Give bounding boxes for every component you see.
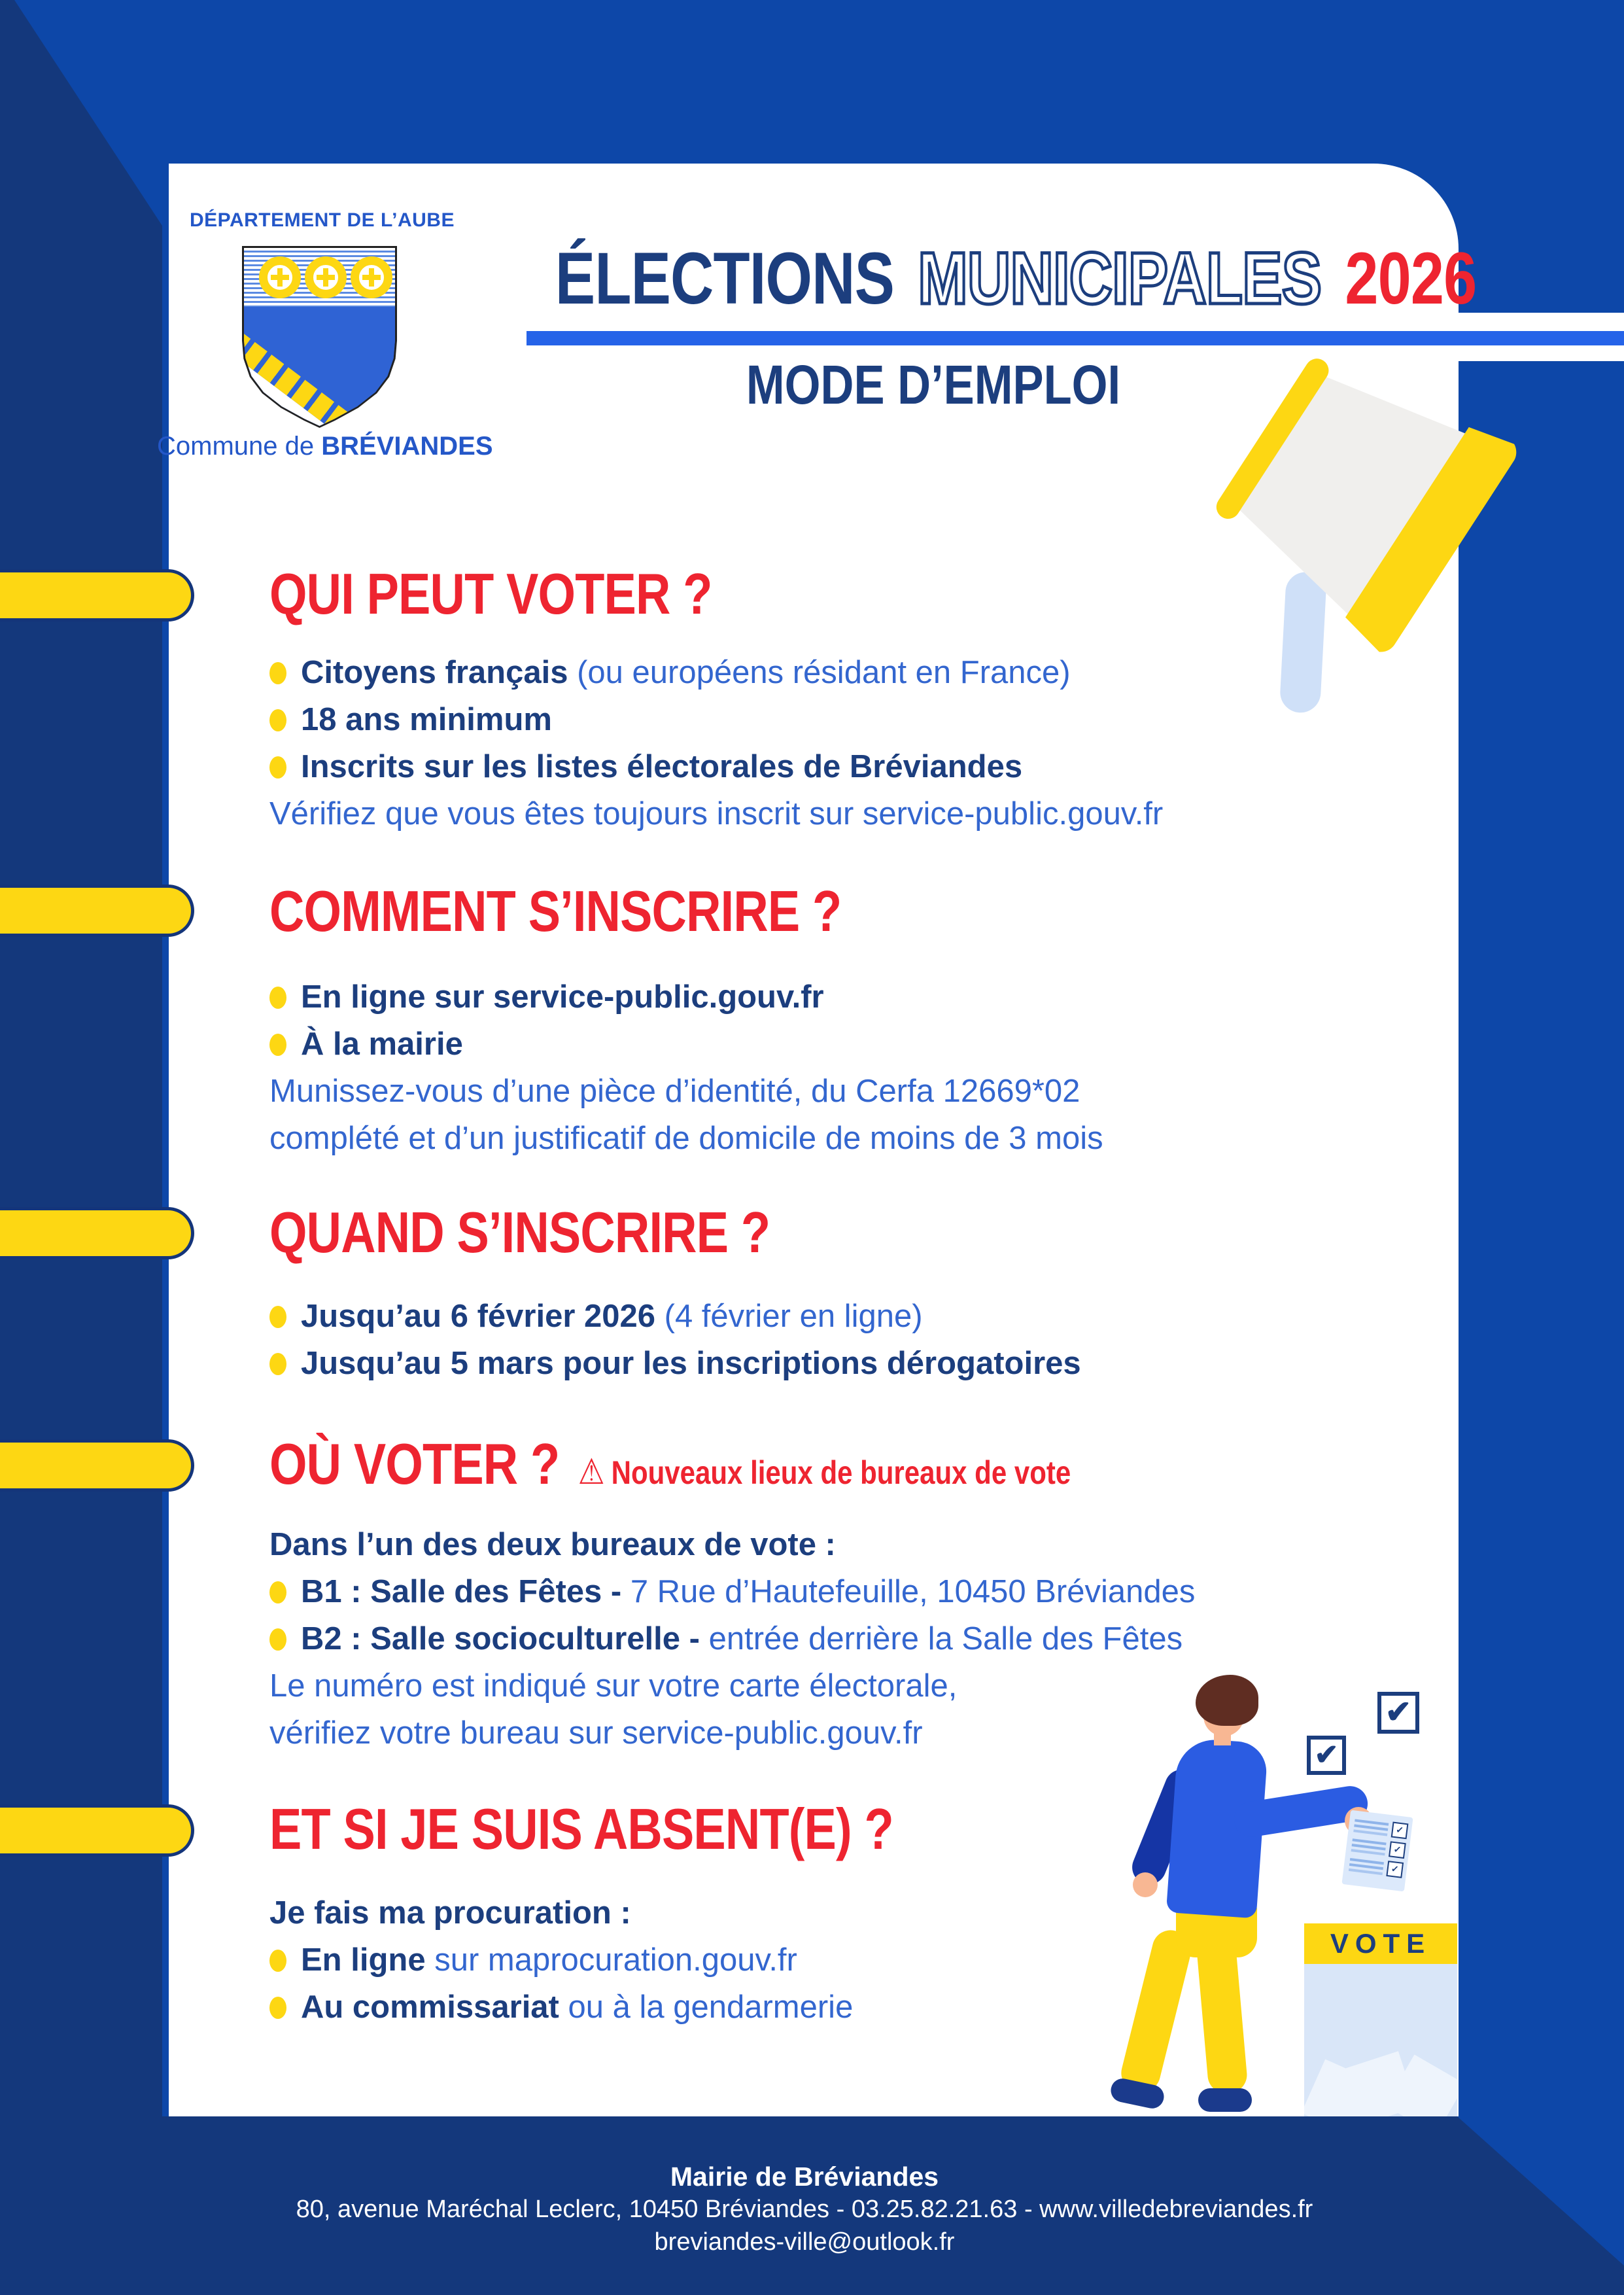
coat-of-arms-ring-3 xyxy=(351,256,392,298)
bullet-light-text: ou à la gendarmerie xyxy=(559,1989,854,2025)
bullet-bold-text: Citoyens français xyxy=(301,655,568,690)
side-tab-5 xyxy=(0,1804,194,1857)
coat-of-arms-ring-2 xyxy=(305,256,347,298)
bullet-light-text: sur maprocuration.gouv.fr xyxy=(425,1942,797,1978)
section-heading-qui-peut-voter: QUI PEUT VOTER ? xyxy=(269,561,712,626)
side-tab-1 xyxy=(0,569,194,622)
bullet-bold-text: B2 : Salle socioculturelle - xyxy=(301,1621,709,1656)
bullet-icon xyxy=(269,1353,286,1375)
bullet-row xyxy=(269,1340,1081,1387)
bullet-icon xyxy=(269,662,286,684)
commune-name: BRÉVIANDES xyxy=(321,432,493,461)
ballot-checkbox-icon: ✓ xyxy=(1386,1861,1404,1878)
bullet-bold-text: 18 ans minimum xyxy=(301,702,552,737)
bullet-light-text: (4 février en ligne) xyxy=(655,1299,923,1334)
megaphone-handle xyxy=(1279,571,1327,714)
note-text: Munissez-vous d’une pièce d’identité, du Cerfa 12669*02 xyxy=(269,1074,1080,1109)
ballot-checkbox-icon: ✓ xyxy=(1389,1841,1406,1859)
note-line xyxy=(269,1662,957,1709)
footer-email: breviandes-ville@outlook.fr xyxy=(654,2228,955,2256)
note-text: vérifiez votre bureau sur service-public.gouv.fr xyxy=(269,1715,923,1751)
bullet-bold-text: En ligne sur service-public.gouv.fr xyxy=(301,979,824,1015)
note-text: Le numéro est indiqué sur votre carte électorale, xyxy=(269,1668,958,1704)
section-heading-absent: ET SI JE SUIS ABSENT(E) ? xyxy=(269,1796,893,1861)
bullet-row xyxy=(269,973,824,1021)
bullet-icon xyxy=(269,1950,286,1972)
commune-prefix: Commune de xyxy=(157,432,322,461)
bullet-row xyxy=(269,1293,923,1340)
bullet-light-text: (ou européens résidant en France) xyxy=(568,655,1071,690)
page-title xyxy=(555,237,1477,319)
bullet-icon xyxy=(269,1306,286,1328)
department-label: DÉPARTEMENT DE L’AUBE xyxy=(190,209,455,231)
commune-label xyxy=(157,432,493,461)
bullet-icon xyxy=(269,987,286,1009)
note-text: Vérifiez que vous êtes toujours inscrit sur service-public.gouv.fr xyxy=(269,796,1164,832)
side-tab-4 xyxy=(0,1439,194,1492)
bullet-bold-text: B1 : Salle des Fêtes - xyxy=(301,1574,631,1609)
heading-text: OÙ VOTER ? xyxy=(269,1431,560,1496)
intro-text: Je fais ma procuration : xyxy=(269,1895,631,1931)
ballot-box-label: VOTE xyxy=(1304,1923,1457,1964)
bullet-icon xyxy=(269,756,286,779)
bullet-icon xyxy=(269,1628,286,1651)
intro-text: Dans l’un des deux bureaux de vote : xyxy=(269,1527,836,1562)
note-line xyxy=(269,790,1163,837)
checkmark-box-icon: ✔ xyxy=(1307,1736,1346,1775)
new-locations-note xyxy=(578,1454,1071,1491)
title-word-municipales: MUNICIPALES xyxy=(918,237,1322,319)
bullet-bold-text: En ligne xyxy=(301,1942,426,1978)
title-word-elections: ÉLECTIONS xyxy=(555,237,895,319)
section-heading-comment-sinscrire: COMMENT S’INSCRIRE ? xyxy=(269,879,842,943)
bullet-row xyxy=(269,1615,1183,1662)
bullet-icon xyxy=(269,709,286,731)
bullet-bold-text: À la mairie xyxy=(301,1026,463,1062)
ballot-box-body xyxy=(1304,1964,1457,2116)
bullet-bold-text: Au commissariat xyxy=(301,1989,559,2025)
bullet-bold-text: Inscrits sur les listes électorales de Bréviandes xyxy=(301,749,1023,784)
ballot-lines xyxy=(1350,1858,1384,1865)
bullet-row xyxy=(269,1984,853,2031)
title-block xyxy=(472,237,1477,416)
ballot-checkbox-icon: ✓ xyxy=(1391,1822,1409,1840)
bullet-bold-text: Jusqu’au 5 mars pour les inscriptions dérogatoires xyxy=(301,1346,1081,1381)
bullet-light-text: 7 Rue d’Hautefeuille, 10450 Bréviandes xyxy=(630,1574,1196,1609)
warning-icon: ⚠ xyxy=(578,1452,605,1492)
bullet-row xyxy=(269,1021,463,1068)
person-hair xyxy=(1196,1675,1258,1726)
ballot-box xyxy=(1304,1923,1457,2116)
intro-line xyxy=(269,1521,836,1568)
bullet-row xyxy=(269,696,552,743)
note-line xyxy=(269,1115,1103,1162)
title-year: 2026 xyxy=(1345,237,1477,319)
bullet-row xyxy=(269,1936,797,1984)
side-tab-3 xyxy=(0,1207,194,1259)
footer-title: Mairie de Bréviandes xyxy=(670,2162,939,2192)
coat-of-arms-ring-1 xyxy=(259,256,301,298)
note-line xyxy=(269,1709,923,1757)
ballot-lines xyxy=(1353,1838,1387,1845)
bullet-light-text: entrée derrière la Salle des Fêtes xyxy=(708,1621,1183,1656)
side-tab-2 xyxy=(0,885,194,937)
bullet-row xyxy=(269,1568,1195,1615)
person-right-shoe xyxy=(1198,2088,1252,2112)
note-line xyxy=(269,1068,1080,1115)
bullet-icon xyxy=(269,1581,286,1603)
bullet-bold-text: Jusqu’au 6 février 2026 xyxy=(301,1299,656,1334)
section-heading-ou-voter xyxy=(269,1431,1071,1496)
note-text: complété et d’un justificatif de domicile de moins de 3 mois xyxy=(269,1121,1103,1156)
left-rail xyxy=(0,0,162,2295)
note-text: Nouveaux lieux de bureaux de vote xyxy=(611,1454,1071,1491)
person-back-hand xyxy=(1133,1872,1158,1897)
checkmark-box-icon: ✔ xyxy=(1377,1692,1419,1734)
footer-address: 80, avenue Maréchal Leclerc, 10450 Bréviandes - 03.25.82.21.63 - www.villedebreviandes.fr xyxy=(296,2196,1313,2223)
ballot-paper-icon xyxy=(1341,1810,1413,1892)
section-heading-quand-sinscrire: QUAND S’INSCRIRE ? xyxy=(269,1200,770,1265)
bullet-icon xyxy=(269,1997,286,2019)
bullet-icon xyxy=(269,1034,286,1056)
ballot-lines xyxy=(1355,1819,1389,1825)
intro-line xyxy=(269,1889,631,1936)
bullet-row xyxy=(269,743,1022,790)
bullet-row xyxy=(269,649,1071,696)
page-subtitle: MODE D’EMPLOI xyxy=(746,354,1121,416)
